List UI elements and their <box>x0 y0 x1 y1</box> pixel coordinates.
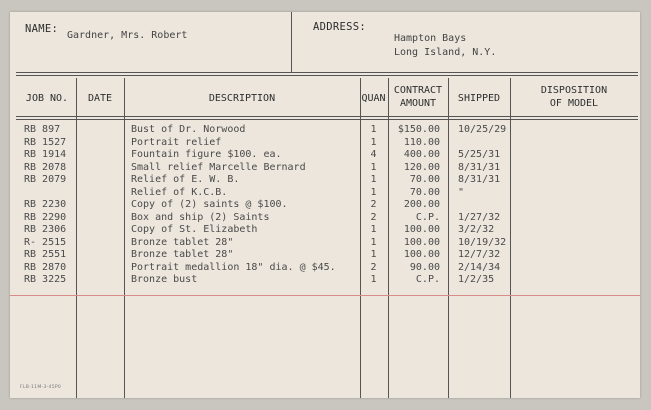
quantity: 4 <box>370 149 377 160</box>
contract-amount: 70.00 <box>409 174 440 185</box>
col-contract-amount-1: CONTRACT <box>393 85 443 96</box>
shipped-date: 3/2/32 <box>458 224 495 235</box>
description: Portrait medallion 18" dia. @ $45. <box>131 261 336 273</box>
description: Relief of E. W. B. <box>131 174 240 185</box>
quantity: 1 <box>370 274 377 285</box>
quantity: 1 <box>370 174 377 185</box>
contract-amount: 100.00 <box>403 236 440 248</box>
contract-amount: $150.00 <box>397 124 440 135</box>
quantity: 1 <box>370 136 377 148</box>
footer-code: FLB-11M-3-45P0 <box>20 385 62 390</box>
description: Relief of K.C.B. <box>131 186 228 198</box>
header-rule-bottom <box>16 75 638 76</box>
address-line-1: Hampton Bays <box>394 33 467 44</box>
header-divider <box>291 12 292 72</box>
job-number: RB 897 <box>24 124 61 135</box>
contract-amount: 100.00 <box>403 224 440 235</box>
description: Fountain figure $100. ea. <box>131 149 282 160</box>
address-line-2: Long Island, N.Y. <box>394 47 497 58</box>
col-divider-5 <box>448 78 449 398</box>
job-number <box>24 187 74 200</box>
description: Bronze bust <box>131 274 198 285</box>
shipped-date: 10/19/32 <box>458 236 507 248</box>
shipped-date: 1/27/32 <box>458 211 501 223</box>
contract-amount: 200.00 <box>403 199 440 210</box>
contract-amount: 90.00 <box>409 261 440 273</box>
col-divider-1 <box>76 78 77 398</box>
col-contract-amount-2: AMOUNT <box>399 98 437 109</box>
columns-rule-top <box>16 116 638 117</box>
quantity: 1 <box>370 124 377 135</box>
shipped-date: 12/7/32 <box>458 249 501 260</box>
job-number: RB 3225 <box>24 274 67 285</box>
contract-amount: C.P. <box>415 274 440 285</box>
shipped-date: 8/31/31 <box>458 174 501 185</box>
job-number: RB 2079 <box>24 174 67 185</box>
job-number: RB 2551 <box>24 249 67 260</box>
col-disposition-1: DISPOSITION <box>540 85 608 96</box>
contract-amount: 110.00 <box>403 136 440 148</box>
shipped-date: 1/2/35 <box>458 274 495 285</box>
quantity: 1 <box>370 161 377 173</box>
col-divider-4 <box>388 78 389 398</box>
contract-amount: 120.00 <box>403 161 440 173</box>
name-value: Gardner, Mrs. Robert <box>67 30 188 41</box>
col-job-no: JOB NO. <box>25 93 69 104</box>
header-rule-top <box>16 72 638 73</box>
index-card <box>10 12 640 398</box>
name-label: NAME: <box>25 23 59 35</box>
description: Small relief Marcelle Bernard <box>131 161 306 173</box>
description: Box and ship (2) Saints <box>131 211 270 223</box>
job-number: RB 2870 <box>24 261 67 273</box>
job-number: RB 2306 <box>24 224 67 235</box>
shipped-date: 10/25/29 <box>458 124 507 135</box>
description: Bronze tablet 28" <box>131 236 234 248</box>
description: Bronze tablet 28" <box>131 249 234 260</box>
contract-amount: C.P. <box>415 211 440 223</box>
shipped-date: 8/31/31 <box>458 161 501 173</box>
job-number: R- 2515 <box>24 236 67 248</box>
shipped-date: 5/25/31 <box>458 149 501 160</box>
col-description: DESCRIPTION <box>208 93 276 104</box>
description: Copy of (2) saints @ $100. <box>131 199 288 210</box>
col-divider-2 <box>124 78 125 398</box>
description: Bust of Dr. Norwood <box>131 124 246 135</box>
quantity: 1 <box>370 224 377 235</box>
job-number: RB 1914 <box>24 149 67 160</box>
job-number: RB 1527 <box>24 136 67 148</box>
contract-amount: 400.00 <box>403 149 440 160</box>
job-number: RB 2290 <box>24 211 67 223</box>
col-disposition-2: OF MODEL <box>549 98 599 109</box>
shipped-date: 2/14/34 <box>458 261 501 273</box>
contract-amount: 100.00 <box>403 249 440 260</box>
address-label: ADDRESS: <box>313 21 366 33</box>
columns-rule-bottom <box>16 119 638 120</box>
quantity: 2 <box>370 211 377 223</box>
description: Copy of St. Elizabeth <box>131 224 258 235</box>
col-shipped: SHIPPED <box>457 93 501 104</box>
shipped-date <box>458 199 514 212</box>
red-rule <box>10 295 640 296</box>
quantity: 2 <box>370 261 377 273</box>
shipped-date: " <box>458 186 465 198</box>
quantity: 1 <box>370 186 377 198</box>
quantity: 2 <box>370 199 377 210</box>
shipped-date <box>458 137 514 150</box>
quantity: 1 <box>370 249 377 260</box>
quantity: 1 <box>370 236 377 248</box>
col-date: DATE <box>87 93 113 104</box>
description: Portrait relief <box>131 136 222 148</box>
job-number: RB 2078 <box>24 161 67 173</box>
job-number: RB 2230 <box>24 199 67 210</box>
col-quan: QUAN <box>361 93 386 104</box>
contract-amount: 70.00 <box>409 186 440 198</box>
